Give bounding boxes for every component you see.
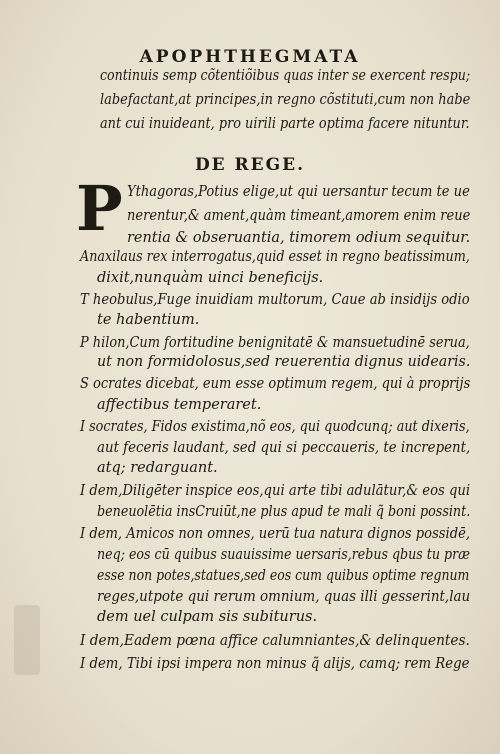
text-line: S ocrates dicebat, eum esse optimum regem, qui à proprijs (80, 376, 471, 392)
intro-line: continuis semp cõtentiõibus quas inter se exercent respu; (100, 68, 471, 84)
text-line: Ythagoras,Potius elige,ut qui uersantur tecum te ue (127, 184, 470, 200)
section-title: DE REGE. (194, 155, 306, 175)
text-line: rentia & obseruantia, timorem odium sequitur. (127, 230, 471, 246)
text-line: dixit,nunquàm uinci beneficijs. (97, 270, 324, 286)
text-line: dem uel culpam sis subiturus. (97, 609, 318, 625)
running-header: APOPHTHEGMATA (139, 47, 361, 67)
drop-cap: P (76, 172, 123, 245)
intro-line: labefactant,at principes,in regno cõstituti,cum non habe (100, 92, 471, 108)
text-line: I dem,Diligēter inspice eos,qui arte tibi adulātur,& eos qui (80, 483, 471, 499)
text-line: Anaxilaus rex interrogatus,quid esset in regno beatissimum, (80, 249, 470, 265)
text-line: I socrates, Fidos existima,nõ eos, qui quodcunq; aut dixeris, (80, 419, 470, 435)
text-line: atq; redarguant. (97, 460, 218, 476)
text-line: I dem, Tibi ipsi impera non minus q̃ alijs, camq; rem Rege (80, 656, 470, 672)
text-line: aut feceris laudant, sed qui si peccaueris, te increpent, (97, 440, 471, 456)
text-line: te habentium. (97, 312, 200, 328)
thumb-smudge (14, 605, 40, 675)
text-line: beneuolētia insCruiūt,ne plus apud te mali q̃ boni possint. (97, 504, 471, 520)
text-line: affectibus temperaret. (97, 397, 262, 413)
text-line: I dem, Amicos non omnes, uerū tua natura dignos possidē, (80, 526, 470, 542)
intro-line: ant cui inuideant, pro uirili parte optima facere nituntur. (100, 116, 470, 132)
text-line: reges,utpote qui rerum omnium, quas illi gesserint,lau (97, 589, 471, 605)
text-line: neq; eos cū quibus suauissime uersaris,rebus qbus tu præ (97, 547, 470, 563)
text-line: P hilon,Cum fortitudine benignitatē & mansuetudinē serua, (80, 335, 470, 351)
text-line: nerentur,& ament,quàm timeant,amorem enim reue (127, 208, 471, 224)
text-line: T heobulus,Fuge inuidiam multorum, Caue ab insidijs odio (80, 292, 470, 308)
text-line: esse non potes,statues,sed eos cum quibus optime regnum (97, 568, 470, 584)
text-line: I dem,Eadem pœna affice calumniantes,& delinquentes. (80, 633, 470, 649)
text-line: ut non formidolosus,sed reuerentia dignus uidearis. (97, 354, 471, 370)
